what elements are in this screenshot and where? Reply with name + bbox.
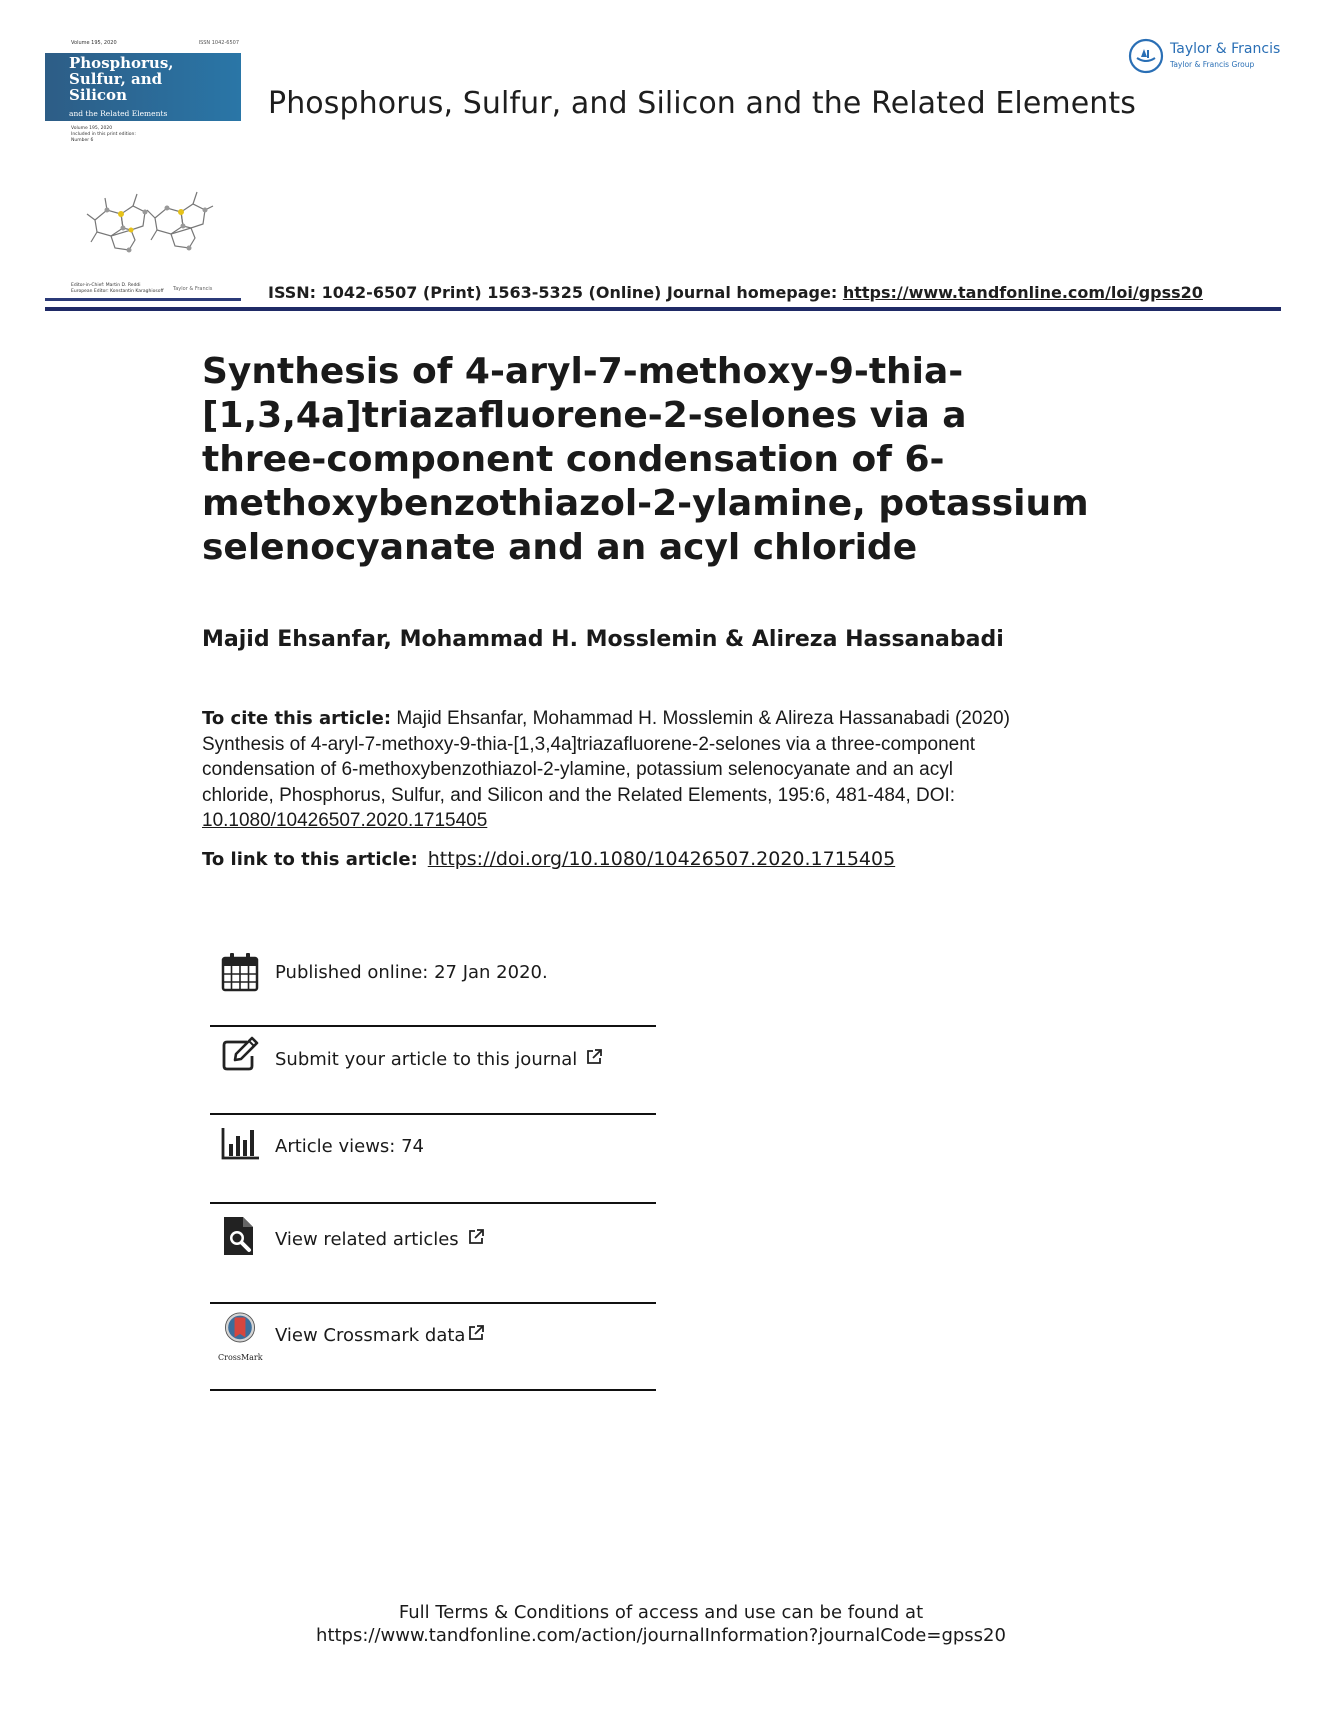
article-link-label: To link to this article: [202, 849, 418, 870]
footer-text: Full Terms & Conditions of access and use can be found at [398, 1602, 924, 1623]
footer-terms-link[interactable]: https://www.tandfonline.com/action/journalInformation?journalCode=gpss20 [316, 1625, 1006, 1646]
article-title [202, 350, 1122, 570]
citation-text: condensation of 6-methoxybenzothiazol-2-ylamine, potassium selenocyanate and an acyl [202, 759, 953, 780]
cover-rule [45, 298, 241, 301]
article-link-line [202, 848, 895, 870]
external-link-icon [467, 1324, 485, 1342]
publisher-group: Taylor & Francis Group [1170, 60, 1255, 69]
published-online-row [210, 952, 656, 1032]
article-title-line: [1,3,4a]triazafluorene-2-selones via a [202, 395, 967, 436]
citation-text: chloride, Phosphorus, Sulfur, and Silicon and the Related Elements, 195:6, 481-484, DOI: [202, 784, 956, 806]
related-articles-link[interactable]: View related articles [275, 1229, 459, 1250]
citation-first-line [202, 706, 1122, 732]
article-views-row [210, 1124, 656, 1204]
cover-subtitle: and the Related Elements [69, 109, 168, 118]
row-divider [210, 1113, 656, 1115]
citation-doi-link[interactable]: 10.1080/10426507.2020.1715405 [202, 810, 488, 831]
crossmark-row[interactable] [210, 1312, 656, 1392]
external-link-icon [467, 1228, 485, 1246]
article-title-line: Synthesis of 4-aryl-7-methoxy-9-thia- [202, 351, 964, 392]
related-articles-row[interactable] [210, 1216, 656, 1296]
article-title-line: methoxybenzothiazol-2-ylamine, potassium [202, 483, 1089, 524]
publisher-name: Taylor & Francis [1170, 41, 1281, 57]
article-title-line: three-component condensation of 6- [202, 439, 945, 480]
article-doi-link[interactable]: https://doi.org/10.1080/10426507.2020.1715405 [427, 848, 896, 870]
molecule-structure-image [85, 180, 215, 260]
article-views-text: Article views: 74 [275, 1136, 424, 1157]
cover-issn-label: ISSN 1042-6507 [198, 40, 239, 46]
journal-homepage-link[interactable]: https://www.tandfonline.com/loi/gpss20 [842, 283, 1203, 302]
cover-editors: Editor-in-Chief: Martin D. Reddi European Editor: Konstantin Karaghiosoff [71, 283, 164, 294]
row-divider [210, 1202, 656, 1204]
calendar-icon [221, 952, 259, 992]
published-online-text: Published online: 27 Jan 2020. [275, 962, 548, 983]
cover-title: Phosphorus, Sulfur, and Silicon [69, 54, 174, 104]
taylor-francis-logo[interactable] [1128, 38, 1288, 78]
row-divider [210, 1302, 656, 1304]
cover-issue-info: Volume 195, 2020 Included in this print edition: Number 6 [71, 126, 136, 143]
publisher-logo-icon [1128, 38, 1164, 74]
article-title-line: selenocyanate and an acyl chloride [202, 527, 918, 568]
article-authors: Majid Ehsanfar, Mohammad H. Mosslemin & Alireza Hassanabadi [202, 627, 1004, 652]
journal-title: Phosphorus, Sulfur, and Silicon and the Related Elements [268, 86, 1136, 121]
row-divider [210, 1025, 656, 1027]
crossmark-link[interactable]: View Crossmark data [275, 1325, 466, 1346]
cover-banner [45, 53, 241, 121]
journal-cover-thumbnail [45, 40, 241, 302]
external-link-icon [585, 1048, 603, 1066]
submit-article-row[interactable] [210, 1036, 656, 1116]
crossmark-caption: CrossMark [218, 1353, 263, 1362]
header-divider [45, 307, 1281, 311]
citation-text: Synthesis of 4-aryl-7-methoxy-9-thia-[1,3,4a]triazafluorene-2-selones via a three-component [202, 733, 976, 755]
submit-article-link[interactable]: Submit your article to this journal [275, 1049, 578, 1070]
citation-label: To cite this article: [202, 708, 392, 729]
edit-icon [221, 1036, 259, 1076]
citation-text: Majid Ehsanfar, Mohammad H. Mosslemin & Alireza Hassanabadi (2020) [391, 708, 1010, 729]
issn-text: ISSN: 1042-6507 (Print) 1563-5325 (Online) Journal homepage: [268, 283, 843, 302]
document-search-icon [221, 1216, 259, 1256]
bar-chart-icon [221, 1124, 259, 1164]
cover-volume-label: Volume 195, 2020 [71, 40, 117, 46]
crossmark-icon [221, 1312, 259, 1352]
cover-publisher-mark: Taylor & Francis [173, 286, 213, 292]
issn-line [268, 283, 1203, 302]
row-divider [210, 1389, 656, 1391]
citation-block [202, 706, 1122, 834]
terms-footer [0, 1601, 1322, 1647]
